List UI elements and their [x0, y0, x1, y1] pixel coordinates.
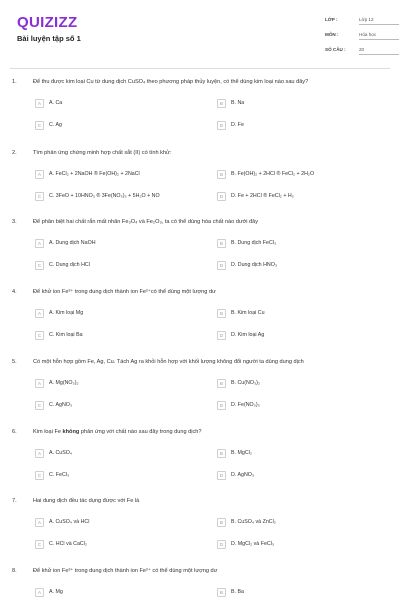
option-letter-box: D: [217, 121, 226, 130]
question-number: 3.: [12, 219, 17, 225]
option-letter-box: D: [217, 261, 226, 270]
option-letter-box: C: [35, 261, 44, 270]
question-text: Để khử ion Fe³⁺ trong dung dịch thành ion Fe²⁺ có thể dùng một lượng dư: [33, 568, 218, 574]
header: [0, 0, 400, 70]
meta-label: SỐ CÂU :: [325, 47, 346, 52]
option-text: C. Kim loại Ba: [49, 331, 83, 338]
question-text: Có một hỗn hợp gồm Fe, Ag, Cu. Tách Ag ra khỏi hỗn hợp với khối lượng không đổi người ta dùng dung dịch: [33, 359, 304, 365]
option-text: D. Dung dịch HNO₃: [231, 261, 278, 268]
option-text: B. CuSO₄ và ZnCl₂: [231, 518, 276, 525]
question-number: 6.: [12, 429, 17, 435]
option-text: B. Na: [231, 99, 245, 106]
question-text: [33, 429, 383, 436]
option-letter-box: A: [35, 449, 44, 458]
meta-value: 20: [359, 47, 399, 55]
option-text: B. Ba: [231, 588, 244, 595]
option-letter-box: C: [35, 540, 44, 549]
meta-label: LỚP :: [325, 17, 338, 22]
question-text: Để phân biệt hai chất rắn mất nhãn Fe₃O₄ và Fe₂O₃, ta có thể dùng hóa chất nào dưới đây: [33, 219, 259, 225]
question-text: Tìm phản ứng chứng minh hợp chất sắt (II) có tính khử:: [33, 150, 172, 156]
option-text: C. Ag: [49, 121, 62, 128]
option-text: C. 3FeO + 10HNO₃ ® 3Fe(NO₃)₃ + 5H₂O + NO: [49, 192, 160, 199]
option-letter-box: C: [35, 192, 44, 201]
meta-value: Lớp 12: [359, 17, 399, 25]
question-text-part: phản ứng với chất nào sau đây trong dung dịch?: [79, 429, 202, 435]
option-letter-box: A: [35, 309, 44, 318]
option-text: A. Dung dịch NaOH: [49, 239, 96, 246]
option-letter-box: D: [217, 471, 226, 480]
option-text: D. Kim loại Ag: [231, 331, 265, 338]
option-letter-box: B: [217, 170, 226, 179]
question-text: Hai dung dịch đều tác dụng được với Fe là: [33, 498, 140, 504]
option-text: C. AgNO₃: [49, 401, 73, 408]
question-text-part: Kim loại Fe: [33, 429, 63, 435]
option-letter-box: C: [35, 331, 44, 340]
option-text: A. CuSO₄: [49, 449, 73, 456]
option-letter-box: C: [35, 401, 44, 410]
option-letter-box: C: [35, 471, 44, 480]
option-text: D. Fe: [231, 121, 244, 128]
question-number: 4.: [12, 289, 17, 295]
option-text: B. MgCl₂: [231, 449, 252, 456]
option-letter-box: D: [217, 540, 226, 549]
option-letter-box: B: [217, 239, 226, 248]
option-text: C. Dung dịch HCl: [49, 261, 90, 268]
question-number: 7.: [12, 498, 17, 504]
option-letter-box: D: [217, 401, 226, 410]
worksheet-title: Bài luyện tập số 1: [17, 34, 81, 43]
option-letter-box: D: [217, 331, 226, 340]
question-number: 5.: [12, 359, 17, 365]
option-text: D. AgNO₃: [231, 471, 255, 478]
question-number: 8.: [12, 568, 17, 574]
quizizz-logo[interactable]: QUIZIZZ: [17, 14, 78, 31]
meta-value: Hóa học: [359, 32, 399, 40]
option-letter-box: A: [35, 588, 44, 597]
option-text: B. Kim loại Cu: [231, 309, 265, 316]
option-letter-box: B: [217, 379, 226, 388]
option-text: C. HCl và CaCl₂: [49, 540, 87, 547]
header-divider: [10, 68, 390, 69]
option-letter-box: D: [217, 192, 226, 201]
option-text: A. CuSO₄ và HCl: [49, 518, 90, 525]
question-text-emphasis: không: [62, 429, 80, 435]
option-text: A. Mg(NO₃)₂: [49, 379, 79, 386]
option-text: D. Fe + 2HCl ® FeCl₂ + H₂: [231, 192, 294, 199]
option-text: A. FeCl₂ + 2NaOH ® Fe(OH)₂ + 2NaCl: [49, 170, 140, 177]
option-text: C. FeCl₃: [49, 471, 70, 478]
option-letter-box: A: [35, 379, 44, 388]
option-letter-box: B: [217, 518, 226, 527]
option-letter-box: A: [35, 99, 44, 108]
option-letter-box: C: [35, 121, 44, 130]
option-letter-box: A: [35, 518, 44, 527]
option-letter-box: B: [217, 588, 226, 597]
question-number: 1.: [12, 79, 17, 85]
option-text: D. Fe(NO₃)₃: [231, 401, 260, 408]
option-letter-box: B: [217, 309, 226, 318]
option-letter-box: B: [217, 449, 226, 458]
option-letter-box: B: [217, 99, 226, 108]
question-text: Để khử ion Fe³⁺ trong dung dịch thành ion Fe²⁺có thể dùng một lượng dư: [33, 289, 216, 295]
option-text: B. Dung dịch FeCl₃: [231, 239, 277, 246]
option-text: B. Cu(NO₃)₂: [231, 379, 260, 386]
option-text: B. Fe(OH)₂ + 2HCl ® FeCl₂ + 2H₂O: [231, 170, 315, 177]
option-letter-box: A: [35, 170, 44, 179]
option-letter-box: A: [35, 239, 44, 248]
question-text: Để thu được kim loại Cu từ dung dịch CuSO₄ theo phương pháp thủy luyện, có thể dùng kim loại nào sau đây?: [33, 79, 309, 85]
meta-label: MÔN :: [325, 32, 339, 37]
question-number: 2.: [12, 150, 17, 156]
option-text: D. MgCl₂ và FeCl₃: [231, 540, 275, 547]
option-text: A. Kim loại Mg: [49, 309, 84, 316]
option-text: A. Ca: [49, 99, 63, 106]
option-text: A. Mg: [49, 588, 63, 595]
